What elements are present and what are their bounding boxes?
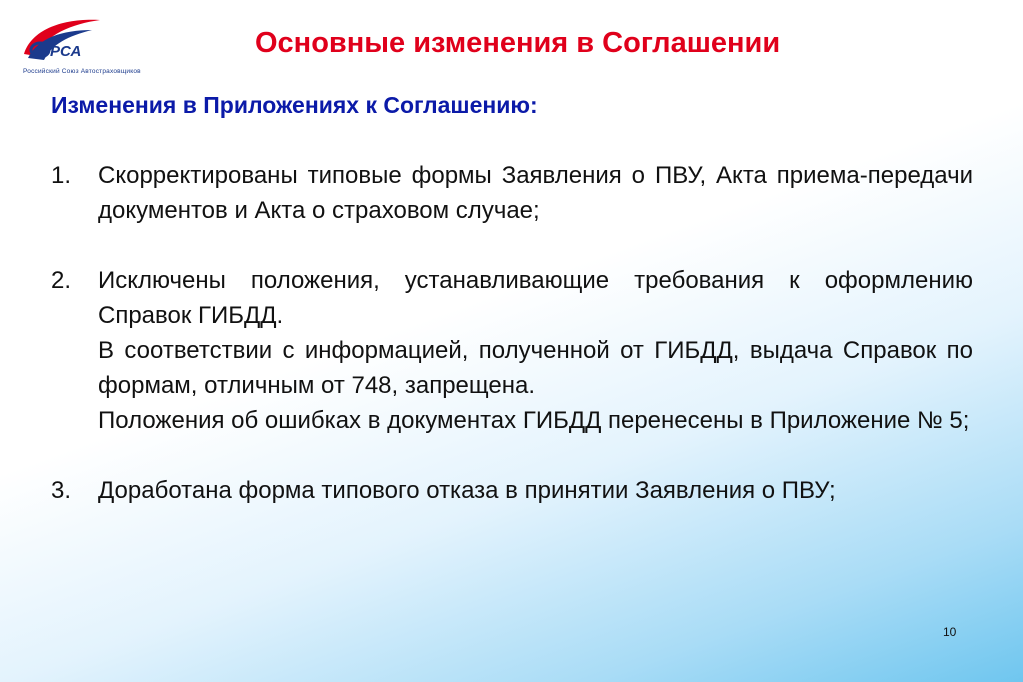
changes-list [51,158,973,508]
list-item-text: Положения об ошибках в документах ГИБДД перенесены в Приложение № 5; [98,407,970,434]
list-item [51,473,973,508]
list-item-number: 1. [51,162,72,189]
section-subtitle: Изменения в Приложениях к Соглашению: [51,92,538,118]
slide-title: Основные изменения в Соглашении [255,27,781,59]
list-item [51,158,973,228]
list-item-text: Доработана форма типового отказа в принятии Заявления о ПВУ; [98,477,836,504]
rsa-logo-icon [18,14,108,62]
list-item-text: Скорректированы типовые формы Заявления о ПВУ, Акта приема-передачи документов и Акта о страховом случае; [98,162,973,224]
list-item-text: Исключены положения, устанавливающие требования к оформлению Справок ГИБДД. [98,267,973,329]
list-item-number: 2. [51,267,72,294]
logo-caption: Российский Союз Автостраховщиков [23,68,141,75]
page-number: 10 [943,625,957,639]
list-item-text: В соответствии с информацией, полученной от ГИБДД, выдача Справок по формам, отличным от 748, запрещена. [98,337,973,399]
logo-mark: РСА [50,43,82,60]
list-item [51,263,973,438]
list-item-number: 3. [51,477,72,504]
rsa-logo [18,14,153,75]
